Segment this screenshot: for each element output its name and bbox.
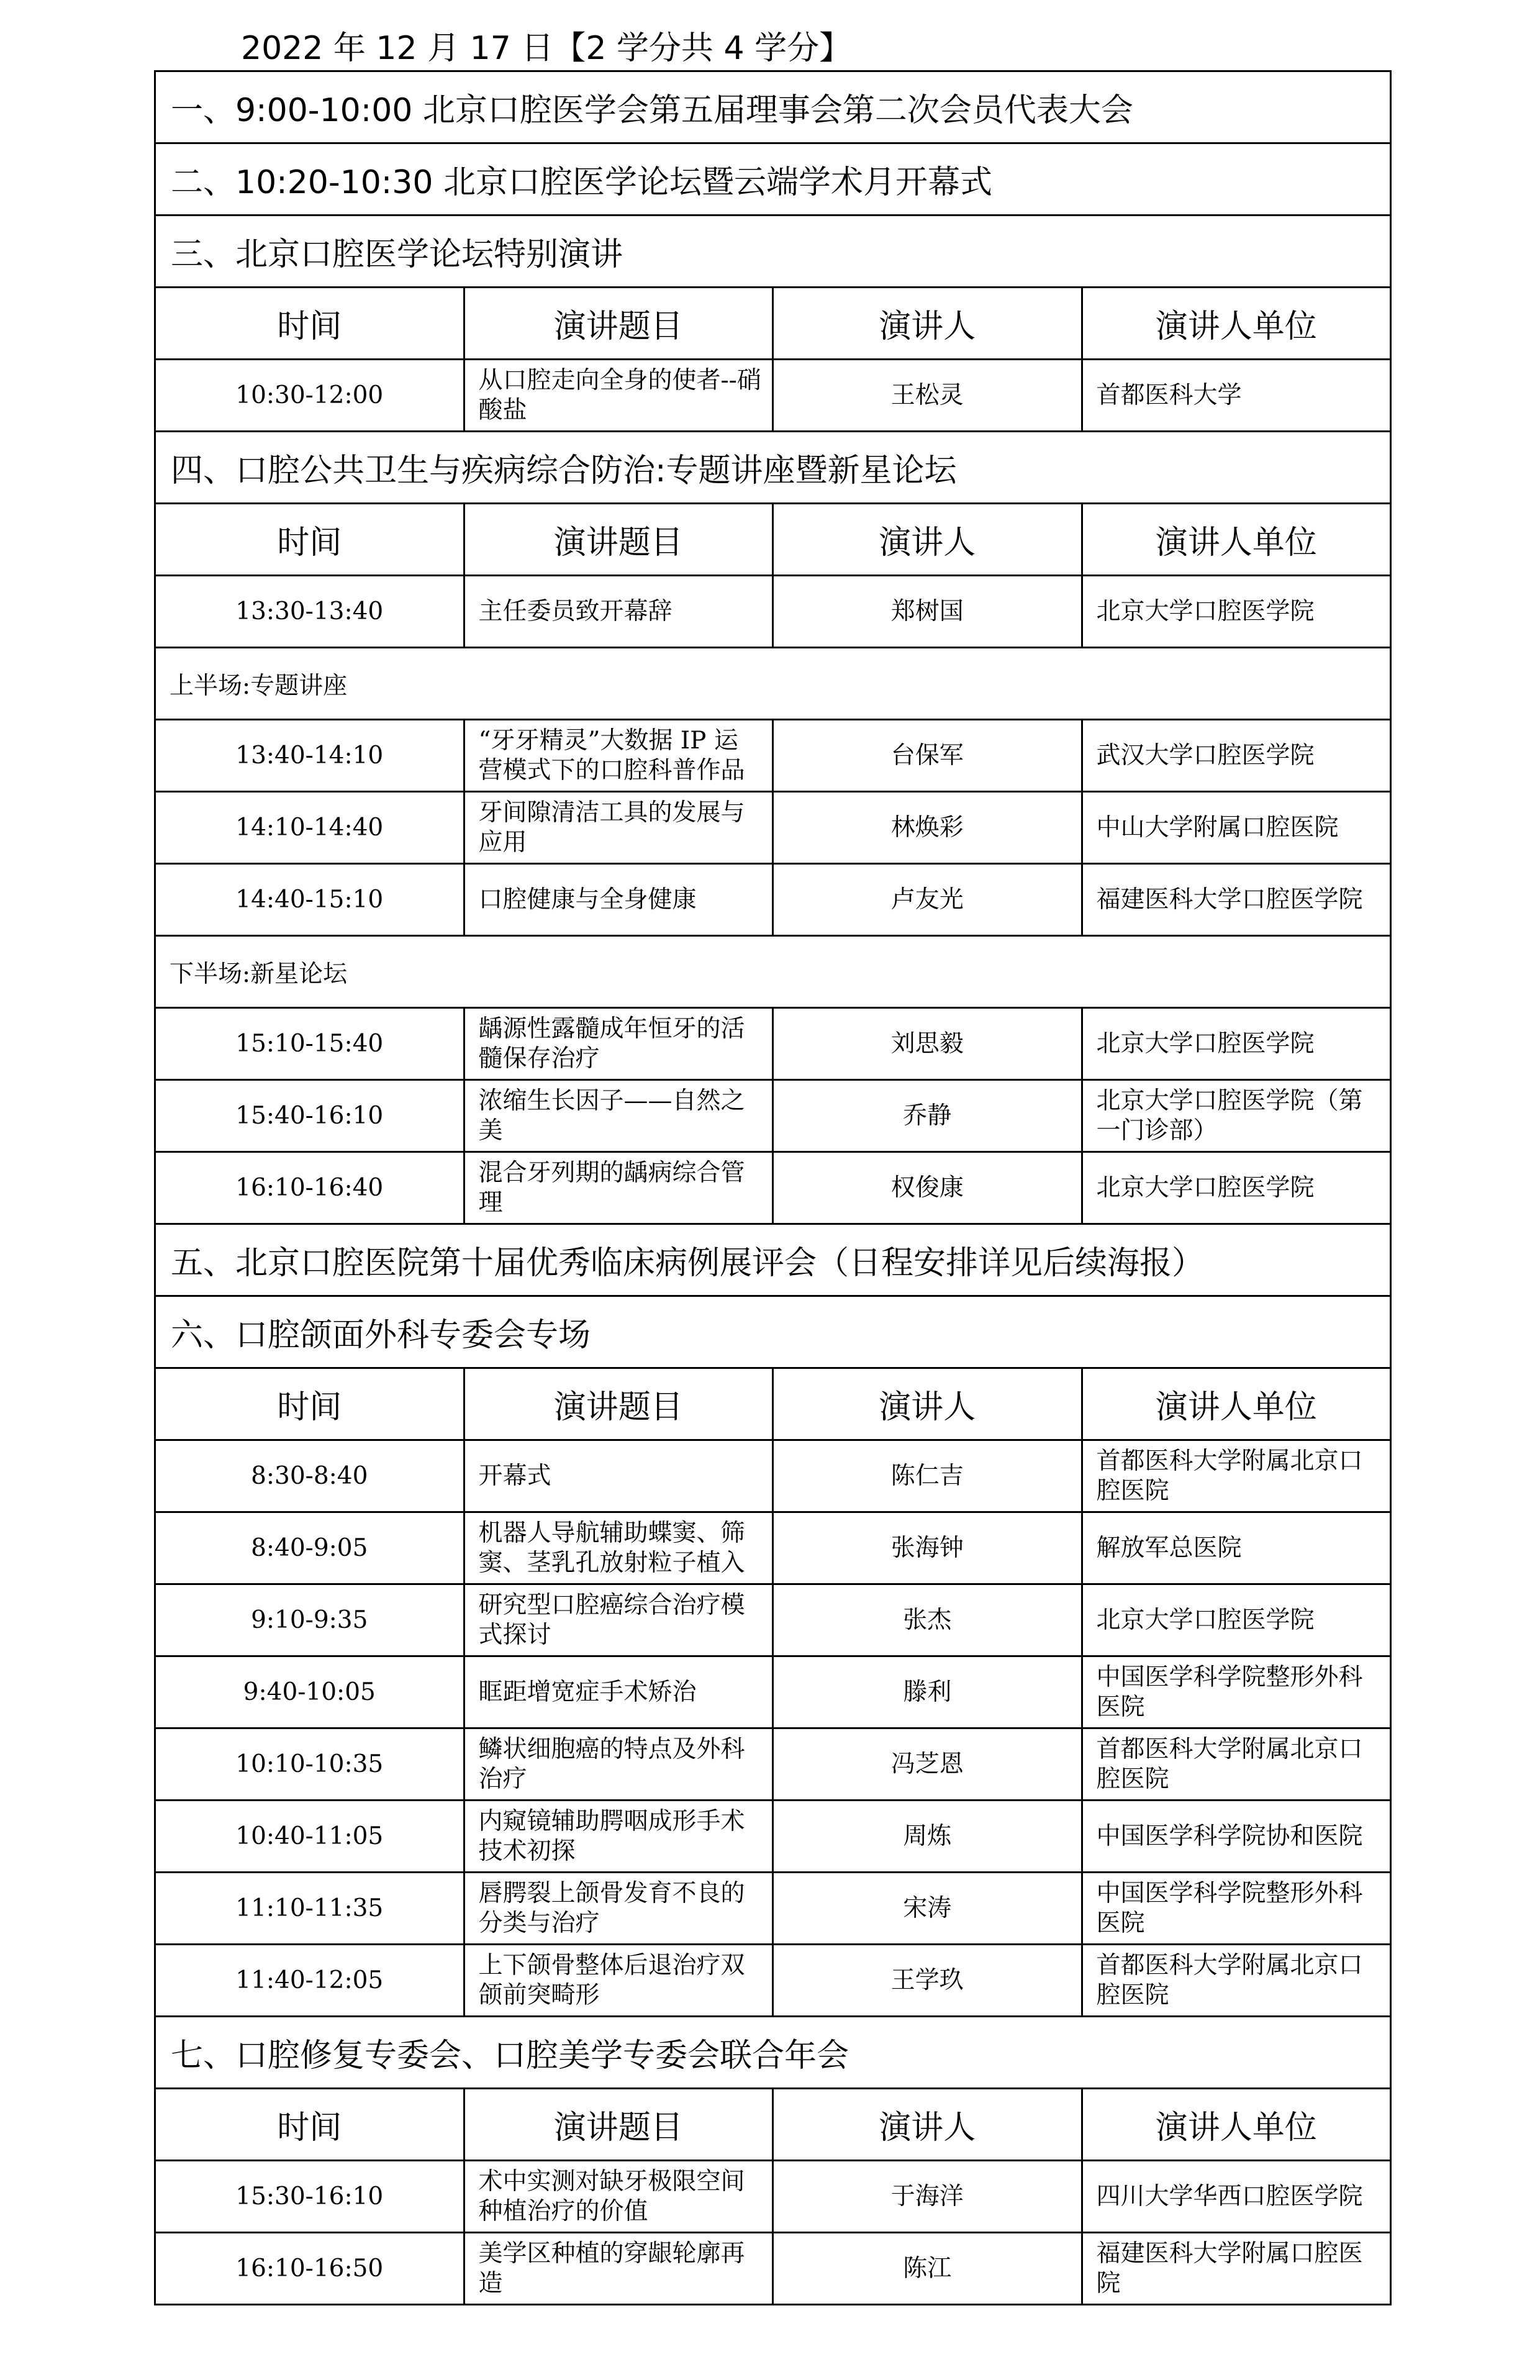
session-time: 16:10-16:50 bbox=[155, 2233, 464, 2305]
section-row-s1 bbox=[155, 71, 1391, 143]
speaker-name: 陈仁吉 bbox=[773, 1440, 1082, 1512]
speaker-name: 卢友光 bbox=[773, 864, 1082, 936]
talk-title: 机器人导航辅助蝶窦、筛窦、茎乳孔放射粒子植入 bbox=[464, 1512, 773, 1584]
talk-title: “牙牙精灵”大数据 IP 运营模式下的口腔科普作品 bbox=[464, 720, 773, 792]
header-org: 演讲人单位 bbox=[1082, 2089, 1391, 2161]
speaker-name: 陈江 bbox=[773, 2233, 1082, 2305]
header-topic: 演讲题目 bbox=[464, 288, 773, 360]
header-speaker: 演讲人 bbox=[773, 2089, 1082, 2161]
speaker-name: 于海洋 bbox=[773, 2161, 1082, 2233]
subheading: 下半场:新星论坛 bbox=[155, 936, 1391, 1008]
speaker-name: 张杰 bbox=[773, 1584, 1082, 1656]
table-row bbox=[155, 720, 1391, 792]
column-header-row bbox=[155, 288, 1391, 360]
speaker-affiliation: 解放军总医院 bbox=[1082, 1512, 1391, 1584]
speaker-affiliation: 北京大学口腔医学院 bbox=[1082, 576, 1391, 648]
section-title: 四、口腔公共卫生与疾病综合防治:专题讲座暨新星论坛 bbox=[155, 432, 1391, 504]
table-row bbox=[155, 864, 1391, 936]
session-time: 13:30-13:40 bbox=[155, 576, 464, 648]
talk-title: 研究型口腔癌综合治疗模式探讨 bbox=[464, 1584, 773, 1656]
speaker-name: 冯芝恩 bbox=[773, 1728, 1082, 1801]
session-time: 9:10-9:35 bbox=[155, 1584, 464, 1656]
talk-title: 混合牙列期的龋病综合管理 bbox=[464, 1152, 773, 1224]
talk-title: 主任委员致开幕辞 bbox=[464, 576, 773, 648]
table-row bbox=[155, 1801, 1391, 1873]
table-row bbox=[155, 1008, 1391, 1080]
header-topic: 演讲题目 bbox=[464, 2089, 773, 2161]
session-time: 16:10-16:40 bbox=[155, 1152, 464, 1224]
header-speaker: 演讲人 bbox=[773, 504, 1082, 576]
speaker-affiliation: 北京大学口腔医学院 bbox=[1082, 1008, 1391, 1080]
table-row bbox=[155, 2233, 1391, 2305]
speaker-name: 王松灵 bbox=[773, 360, 1082, 432]
speaker-affiliation: 四川大学华西口腔医学院 bbox=[1082, 2161, 1391, 2233]
section-row-s2 bbox=[155, 143, 1391, 216]
talk-title: 开幕式 bbox=[464, 1440, 773, 1512]
table-row bbox=[155, 1080, 1391, 1152]
column-header-row bbox=[155, 504, 1391, 576]
session-time: 10:40-11:05 bbox=[155, 1801, 464, 1873]
header-org: 演讲人单位 bbox=[1082, 288, 1391, 360]
table-row bbox=[155, 1584, 1391, 1656]
speaker-name: 刘思毅 bbox=[773, 1008, 1082, 1080]
section-title: 七、口腔修复专委会、口腔美学专委会联合年会 bbox=[155, 2017, 1391, 2089]
header-speaker: 演讲人 bbox=[773, 288, 1082, 360]
agenda-table bbox=[154, 70, 1392, 2305]
table-row bbox=[155, 576, 1391, 648]
header-speaker: 演讲人 bbox=[773, 1368, 1082, 1440]
talk-title: 上下颌骨整体后退治疗双颌前突畸形 bbox=[464, 1945, 773, 2017]
speaker-affiliation: 福建医科大学口腔医学院 bbox=[1082, 864, 1391, 936]
column-header-row bbox=[155, 2089, 1391, 2161]
table-row bbox=[155, 1873, 1391, 1945]
header-topic: 演讲题目 bbox=[464, 1368, 773, 1440]
session-time: 11:10-11:35 bbox=[155, 1873, 464, 1945]
section-row-s4 bbox=[155, 432, 1391, 504]
section-row-s5 bbox=[155, 1224, 1391, 1296]
speaker-affiliation: 中国医学科学院整形外科医院 bbox=[1082, 1656, 1391, 1728]
session-time: 9:40-10:05 bbox=[155, 1656, 464, 1728]
section-title: 六、口腔颌面外科专委会专场 bbox=[155, 1296, 1391, 1368]
talk-title: 内窥镜辅助腭咽成形手术技术初探 bbox=[464, 1801, 773, 1873]
talk-title: 牙间隙清洁工具的发展与应用 bbox=[464, 792, 773, 864]
header-time: 时间 bbox=[155, 2089, 464, 2161]
header-time: 时间 bbox=[155, 288, 464, 360]
talk-title: 眶距增宽症手术矫治 bbox=[464, 1656, 773, 1728]
speaker-name: 乔静 bbox=[773, 1080, 1082, 1152]
table-row bbox=[155, 1656, 1391, 1728]
speaker-name: 滕利 bbox=[773, 1656, 1082, 1728]
subheading-row bbox=[155, 936, 1391, 1008]
speaker-affiliation: 首都医科大学 bbox=[1082, 360, 1391, 432]
speaker-name: 宋涛 bbox=[773, 1873, 1082, 1945]
header-org: 演讲人单位 bbox=[1082, 1368, 1391, 1440]
column-header-row bbox=[155, 1368, 1391, 1440]
session-time: 15:30-16:10 bbox=[155, 2161, 464, 2233]
speaker-name: 台保军 bbox=[773, 720, 1082, 792]
session-time: 10:10-10:35 bbox=[155, 1728, 464, 1801]
section-row-s6 bbox=[155, 1296, 1391, 1368]
section-title: 一、9:00-10:00 北京口腔医学会第五届理事会第二次会员代表大会 bbox=[155, 71, 1391, 143]
talk-title: 龋源性露髓成年恒牙的活髓保存治疗 bbox=[464, 1008, 773, 1080]
speaker-name: 林焕彩 bbox=[773, 792, 1082, 864]
session-time: 15:40-16:10 bbox=[155, 1080, 464, 1152]
speaker-affiliation: 中国医学科学院协和医院 bbox=[1082, 1801, 1391, 1873]
subheading: 上半场:专题讲座 bbox=[155, 648, 1391, 720]
table-row bbox=[155, 2161, 1391, 2233]
session-time: 10:30-12:00 bbox=[155, 360, 464, 432]
table-row bbox=[155, 1945, 1391, 2017]
speaker-affiliation: 福建医科大学附属口腔医院 bbox=[1082, 2233, 1391, 2305]
section-title: 五、北京口腔医院第十届优秀临床病例展评会（日程安排详见后续海报） bbox=[155, 1224, 1391, 1296]
table-row bbox=[155, 1728, 1391, 1801]
section-row-s7 bbox=[155, 2017, 1391, 2089]
table-row bbox=[155, 1512, 1391, 1584]
talk-title: 鳞状细胞癌的特点及外科治疗 bbox=[464, 1728, 773, 1801]
section-title: 二、10:20-10:30 北京口腔医学论坛暨云端学术月开幕式 bbox=[155, 143, 1391, 216]
talk-title: 唇腭裂上颌骨发育不良的分类与治疗 bbox=[464, 1873, 773, 1945]
header-org: 演讲人单位 bbox=[1082, 504, 1391, 576]
talk-title: 从口腔走向全身的使者--硝酸盐 bbox=[464, 360, 773, 432]
session-time: 15:10-15:40 bbox=[155, 1008, 464, 1080]
speaker-affiliation: 北京大学口腔医学院 bbox=[1082, 1584, 1391, 1656]
speaker-affiliation: 中山大学附属口腔医院 bbox=[1082, 792, 1391, 864]
agenda-body bbox=[155, 71, 1391, 2305]
header-time: 时间 bbox=[155, 1368, 464, 1440]
subheading-row bbox=[155, 648, 1391, 720]
speaker-affiliation: 北京大学口腔医学院（第一门诊部） bbox=[1082, 1080, 1391, 1152]
session-time: 8:40-9:05 bbox=[155, 1512, 464, 1584]
talk-title: 美学区种植的穿龈轮廓再造 bbox=[464, 2233, 773, 2305]
header-topic: 演讲题目 bbox=[464, 504, 773, 576]
table-row bbox=[155, 792, 1391, 864]
speaker-affiliation: 首都医科大学附属北京口腔医院 bbox=[1082, 1945, 1391, 2017]
session-time: 14:10-14:40 bbox=[155, 792, 464, 864]
speaker-name: 权俊康 bbox=[773, 1152, 1082, 1224]
session-time: 11:40-12:05 bbox=[155, 1945, 464, 2017]
speaker-name: 周炼 bbox=[773, 1801, 1082, 1873]
talk-title: 浓缩生长因子——自然之美 bbox=[464, 1080, 773, 1152]
section-row-s3 bbox=[155, 216, 1391, 288]
talk-title: 术中实测对缺牙极限空间种植治疗的价值 bbox=[464, 2161, 773, 2233]
header-time: 时间 bbox=[155, 504, 464, 576]
page-title: 2022 年 12 月 17 日【2 学分共 4 学分】 bbox=[241, 30, 852, 67]
section-title: 三、北京口腔医学论坛特别演讲 bbox=[155, 216, 1391, 288]
speaker-name: 张海钟 bbox=[773, 1512, 1082, 1584]
table-row bbox=[155, 360, 1391, 432]
table-row bbox=[155, 1152, 1391, 1224]
speaker-name: 郑树国 bbox=[773, 576, 1082, 648]
session-time: 8:30-8:40 bbox=[155, 1440, 464, 1512]
session-time: 13:40-14:10 bbox=[155, 720, 464, 792]
speaker-name: 王学玖 bbox=[773, 1945, 1082, 2017]
speaker-affiliation: 北京大学口腔医学院 bbox=[1082, 1152, 1391, 1224]
speaker-affiliation: 武汉大学口腔医学院 bbox=[1082, 720, 1391, 792]
session-time: 14:40-15:10 bbox=[155, 864, 464, 936]
speaker-affiliation: 中国医学科学院整形外科医院 bbox=[1082, 1873, 1391, 1945]
speaker-affiliation: 首都医科大学附属北京口腔医院 bbox=[1082, 1728, 1391, 1801]
talk-title: 口腔健康与全身健康 bbox=[464, 864, 773, 936]
speaker-affiliation: 首都医科大学附属北京口腔医院 bbox=[1082, 1440, 1391, 1512]
table-row bbox=[155, 1440, 1391, 1512]
